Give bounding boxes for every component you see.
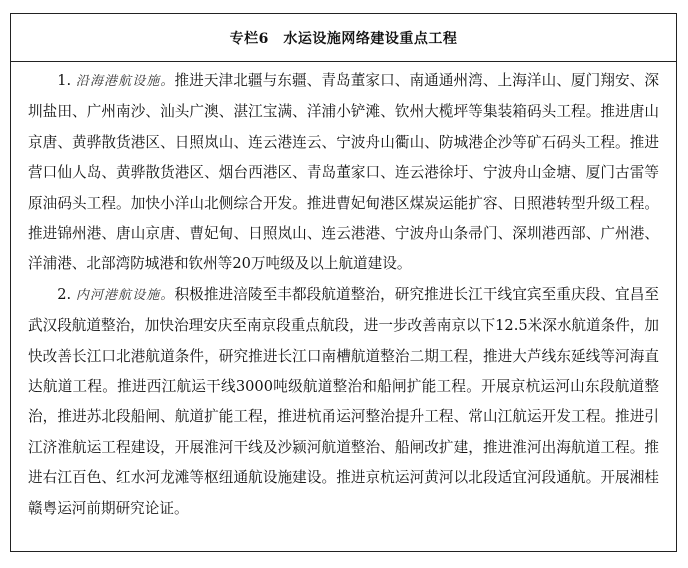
section-heading: 内河港航设施。 — [75, 287, 175, 303]
section-number: 1. — [57, 72, 72, 89]
box-content — [11, 62, 676, 524]
section-inland — [28, 280, 659, 524]
section-heading: 沿海港航设施。 — [75, 74, 175, 89]
feature-box — [10, 13, 677, 552]
section-number: 2. — [57, 285, 72, 303]
box-title: 专栏6 水运设施网络建设重点工程 — [11, 14, 676, 62]
section-coastal — [28, 66, 659, 280]
section-text: 推进天津北疆与东疆、青岛董家口、南通通州湾、上海洋山、厦门翔安、深圳盐田、广州南沙、汕头广澳、湛江宝满、洋浦小铲滩、钦州大榄坪等集装箱码头工程。推进唐山京唐、黄骅散货港区、日照岚山、连云港连云、宁波舟山衢山、防城港企沙等矿石码头工程。推进营口仙人岛、黄骅散货港区、烟台西港区、青岛董家口、连云港徐圩、宁波舟山金塘、厦门古雷等原油码头工程。加快小洋山北侧综合开发。推进曹妃甸港区煤炭运能扩容、日照港转型升级工程。推进锦州港、唐山京唐、曹妃甸、日照岚山、连云港港、宁波舟山条帚门、深圳港西部、广州港、洋浦港、北部湾防城港和钦州等20万吨级及以上航道建设。 — [28, 72, 659, 273]
section-text: 积极推进涪陵至丰都段航道整治，研究推进长江干线宜宾至重庆段、宜昌至武汉段航道整治，加快治理安庆至南京段重点航段，进一步改善南京以下12.5米深水航道条件，加快改善长江口北港航道条件，研究推进长江口南槽航道整治二期工程，推进大芦线东延线等河海直达航道工程。推进西江航运干线3000吨级航道整治和船闸扩能工程。开展京杭运河山东段航道整治，推进苏北段船闸、航道扩能工程，推进杭甬运河整治提升工程、常山江航运开发工程。推进引江济淮航运工程建设，开展淮河干线及沙颍河航道整治、船闸改扩建，推进淮河出海航道工程。推进右江百色、红水河龙滩等枢纽通航设施建设。推进京杭运河黄河以北段适宜河段通航。开展湘桂赣粤运河前期研究论证。 — [28, 285, 659, 517]
